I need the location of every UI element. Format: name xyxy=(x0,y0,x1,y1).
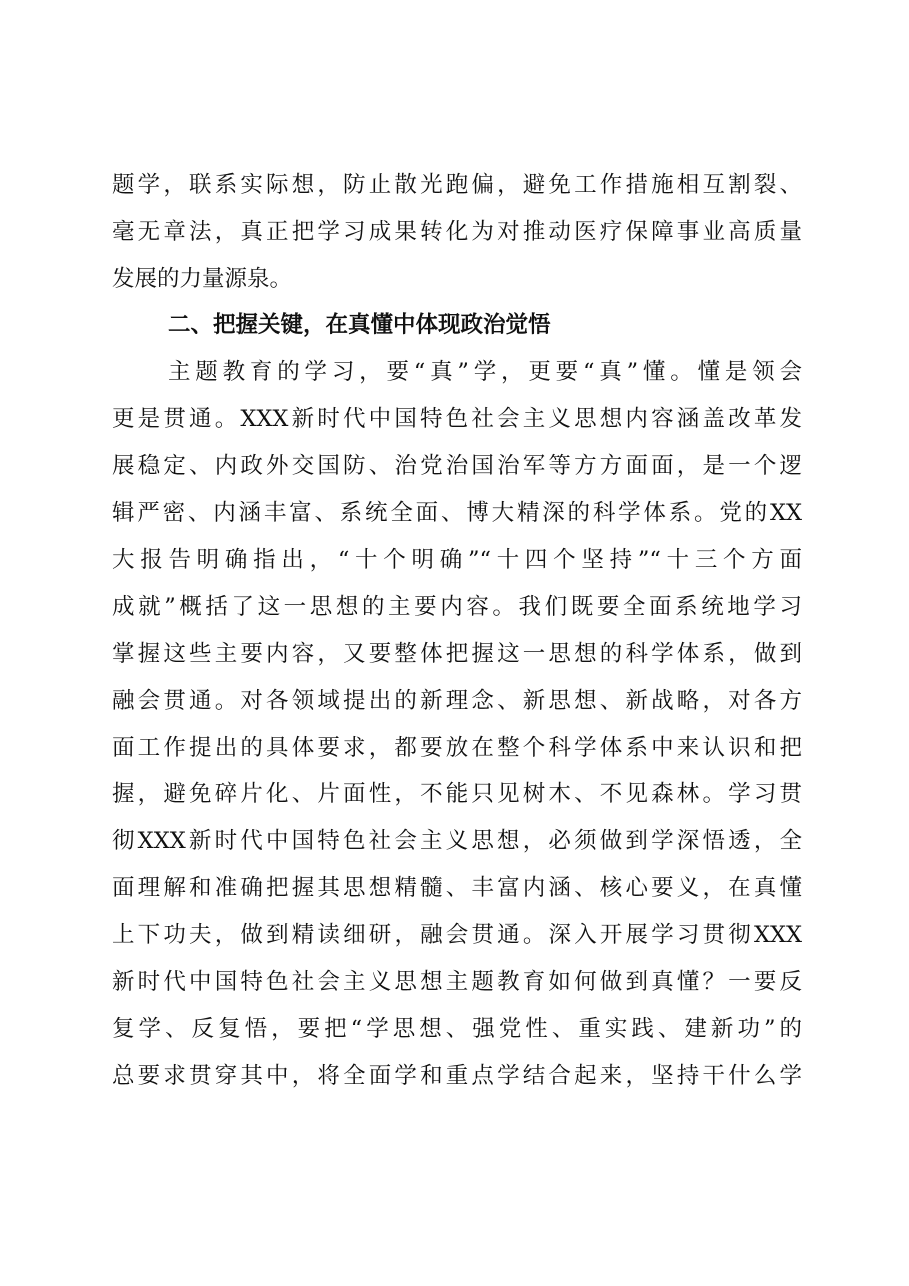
paragraph-2-line-8: 融会贯通。对各领域提出的新理念、新思想、新战略，对各方 xyxy=(112,688,802,714)
paragraph-2-line-15: 复学、反复悟，要把“学思想、强党性、重实践、建新功”的 xyxy=(112,1016,802,1042)
paragraph-2-line-11: 彻XXX新时代中国特色社会主义思想，必须做到学深悟透，全 xyxy=(112,828,802,854)
paragraph-2-line-10: 握，避免碎片化、片面性，不能只见树木、不见森林。学习贯 xyxy=(112,781,802,807)
paragraph-2-line-13: 上下功夫，做到精读细研，融会贯通。深入开展学习贯彻XXX xyxy=(112,922,802,948)
paragraph-2-line-6: 成就”概括了这一思想的主要内容。我们既要全面系统地学习 xyxy=(112,594,802,620)
paragraph-2-line-7: 掌握这些主要内容，又要整体把握这一思想的科学体系，做到 xyxy=(112,641,802,667)
paragraph-2-line-5: 大报告明确指出，“十个明确”“十四个坚持”“十三个方面 xyxy=(112,547,802,573)
paragraph-1-line-1: 题学，联系实际想，防止散光跑偏，避免工作措施相互割裂、 xyxy=(112,172,802,198)
paragraph-2-line-1: 主题教育的学习，要“真”学，更要“真”懂。懂是领会 xyxy=(168,359,802,385)
paragraph-2-line-12: 面理解和准确把握其思想精髓、丰富内涵、核心要义，在真懂 xyxy=(112,875,802,901)
paragraph-2-line-16: 总要求贯穿其中，将全面学和重点学结合起来，坚持干什么学 xyxy=(112,1063,802,1089)
paragraph-2-line-3: 展稳定、内政外交国防、治党治国治军等方方面面，是一个逻 xyxy=(112,453,802,479)
paragraph-2-line-2: 更是贯通。XXX新时代中国特色社会主义思想内容涵盖改革发 xyxy=(112,406,802,432)
paragraph-1-line-2: 毫无章法，真正把学习成果转化为对推动医疗保障事业高质量 xyxy=(112,219,802,245)
paragraph-2-line-9: 面工作提出的具体要求，都要放在整个科学体系中来认识和把 xyxy=(112,735,802,761)
paragraph-2-line-4: 辑严密、内涵丰富、系统全面、博大精深的科学体系。党的XX xyxy=(112,500,802,526)
paragraph-2-line-14: 新时代中国特色社会主义思想主题教育如何做到真懂？一要反 xyxy=(112,969,802,995)
paragraph-1-line-3: 发展的力量源泉。 xyxy=(112,266,293,292)
section-heading: 二、把握关键，在真懂中体现政治觉悟 xyxy=(168,312,551,338)
